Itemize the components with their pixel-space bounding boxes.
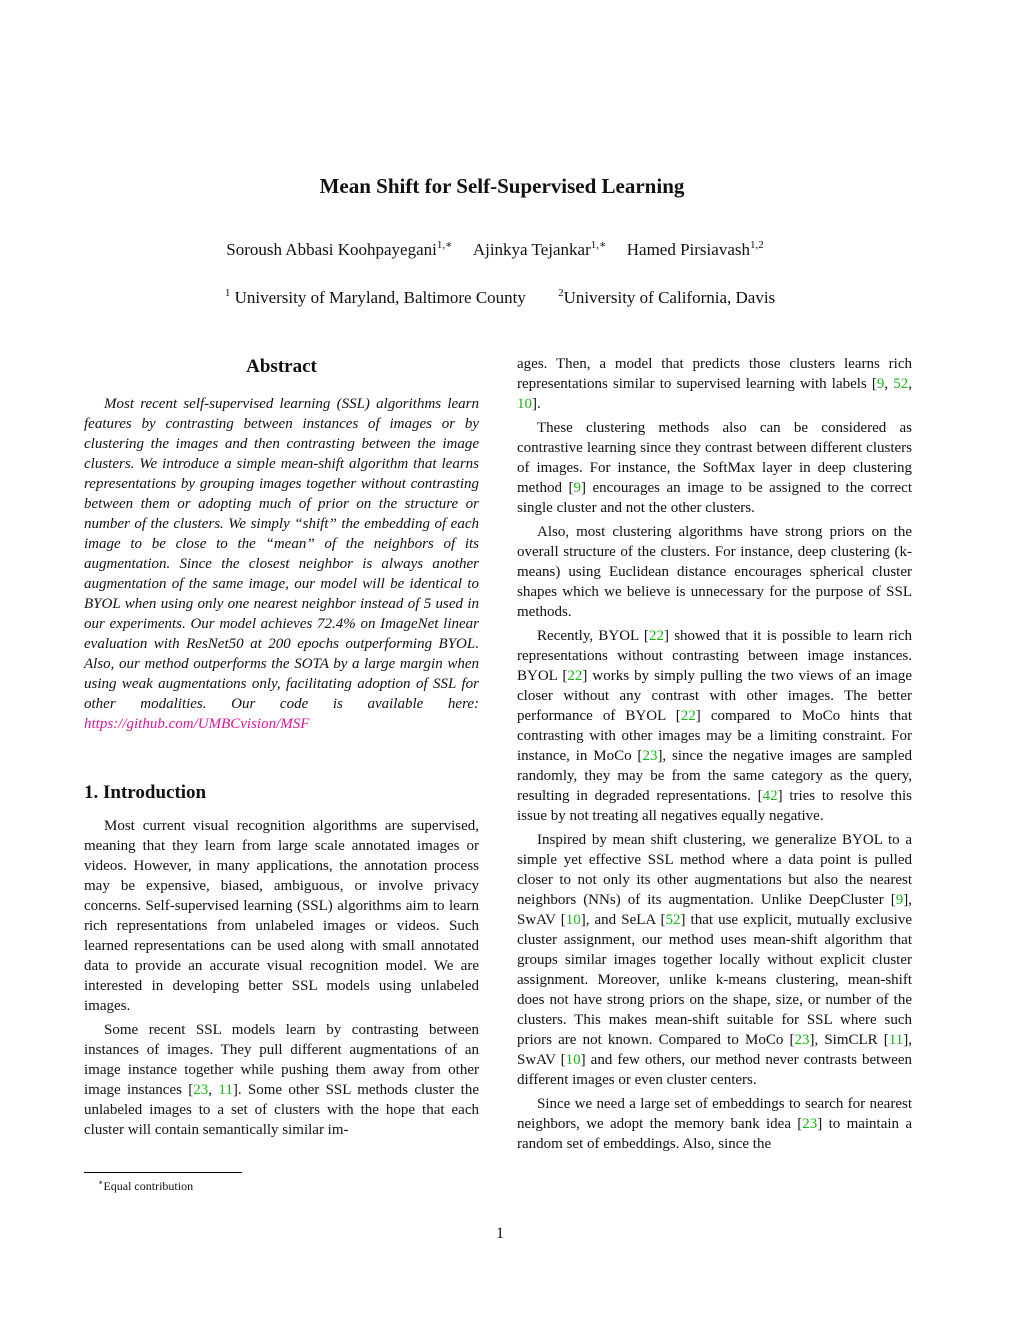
right-paragraph-5: Inspired by mean shift clustering, we generalize BYOL to a simple yet effective SSL method where a data point is pulled closer to not only its other augmentations but also the nearest neighbors (NNs) of its augmentation. Unlike DeepCluster [9], SwAV [10], and SeLA [52] that use explicit, mutually exclusive cluster assignment, our method uses mean-shift algorithm that groups similar images together locally without explicit cluster assignment. Moreover, unlike k-means clustering, mean-shift does not have strong priors on the shape, size, or number of the clusters. This makes mean-shift suitable for SSL where such priors are not known. Compared to MoCo [23], SimCLR [11], SwAV [10] and few others, our method never contrasts between different images or even cluster centers. [517, 832, 913, 1088]
citation-link[interactable]: 11 [888, 1032, 904, 1048]
right-paragraph-2: These clustering methods also can be considered as contrastive learning since they contrast between different clusters of images. For instance, the SoftMax layer in deep clustering method [9] encourages an image to be assigned to the correct single cluster and not the other clusters. [517, 420, 913, 516]
affiliation-2: $^2$University of California, Davis [558, 287, 776, 307]
citation-link[interactable]: 23 [193, 1082, 209, 1098]
citation-link[interactable]: 22 [567, 668, 583, 684]
right-paragraph-3: Also, most clustering algorithms have strong priors on the overall structure of the clusters. For instance, deep clustering (k-means) using Euclidean distance encourages spherical cluster shapes which we believe is unnecessary for the purpose of SSL methods. [517, 524, 912, 620]
citation-link[interactable]: 23 [794, 1032, 810, 1048]
citation-link[interactable]: 52 [665, 912, 681, 928]
author-2: Ajinkya Tejankar$^{1,∗}$ [472, 239, 607, 259]
right-column [517, 354, 912, 1158]
citation-link[interactable]: 42 [762, 788, 778, 804]
abstract-text: Most recent self-supervised learning (SSL) algorithms learn features by contrasting between instances of images or by clustering the images and then contrasting between the image clusters. We introduce a simple mean-shift algorithm that learns representations by grouping images together without contrasting between them or adopting much of prior on the structure or number of the clusters. We simply “shift” the embedding of each image to be close to the “mean” of the neighbors of its augmentation. Since the closest neighbor is always another augmentation of the same image, our model will be identical to BYOL when using only one nearest neighbor instead of 5 used in our experiments. Our model achieves 72.4% on ImageNet linear evaluation with ResNet50 at 200 epochs outperforming BYOL. Also, our method outperforms the SOTA by a large margin when using weak augmentations only, facilitating adoption of SSL for other modalities. Our code is available here: https://github.com/UMBCvision/MSF [84, 396, 479, 732]
citation-link[interactable]: 22 [680, 708, 696, 724]
author-list [0, 240, 990, 260]
citation-link[interactable]: 10 [517, 396, 532, 412]
footnote: ∗Equal contribution [98, 1178, 194, 1193]
intro-paragraph-2: Some recent SSL models learn by contrasting between instances of images. They pull different augmentations of an image instance together while pushing them away from other image instances [23, 11]. Some other SSL methods cluster the unlabeled images to a set of clusters with the hope that each cluster will contain semantically similar im- [84, 1022, 479, 1138]
citation-link[interactable]: 52 [893, 376, 909, 392]
citation-link[interactable]: 9 [876, 376, 885, 392]
abstract-heading: Abstract [246, 356, 317, 377]
affiliation-1: $^1$ University of Maryland, Baltimore County [224, 287, 526, 307]
right-paragraph-1: ages. Then, a model that predicts those clusters learns rich representations similar to supervised learning with labels [9, 52, 10]. [517, 356, 913, 412]
intro-paragraph-1: Most current visual recognition algorithms are supervised, meaning that they learn from large scale annotated images or videos. However, in many applications, the annotation process may be expensive, biased, ambiguous, or involve privacy concerns. Self-supervised learning (SSL) algorithms aim to learn rich representations from unlabeled images or videos. Such learned representations can be used along with small annotated data to provide an accurate visual recognition model. We are interested in developing better SSL models using unlabeled images. [84, 818, 479, 1014]
citation-link[interactable]: 22 [648, 628, 664, 644]
citation-link[interactable]: 23 [642, 748, 658, 764]
citation-link[interactable]: 9 [895, 892, 904, 908]
introduction-heading: 1. Introduction [84, 782, 207, 803]
code-link[interactable]: https://github.com/UMBCvision/MSF [84, 716, 310, 732]
citation-link[interactable]: 23 [802, 1116, 818, 1132]
right-paragraph-4: Recently, BYOL [22] showed that it is possible to learn rich representations without contrasting between image instances. BYOL [22] works by simply pulling the two views of an image closer without any contrast with other images. The better performance of BYOL [22] compared to MoCo hints that contrasting with other images may be a limiting constraint. For instance, in MoCo [23], since the negative images are sampled randomly, they may be from the same category as the query, resulting in degraded representations. [42] tries to resolve this issue by not treating all negatives equally negative. [517, 628, 912, 824]
author-1: Soroush Abbasi Koohpayegani$^{1,∗}$ [226, 239, 453, 259]
author-3: Hamed Pirsiavash$^{1,2}$ [626, 239, 764, 259]
citation-link[interactable]: 10 [565, 1052, 581, 1068]
page-number: 1 [496, 1225, 504, 1242]
citation-link[interactable]: 11 [218, 1082, 233, 1098]
paper-title: Mean Shift for Self-Supervised Learning [319, 174, 685, 198]
citation-link[interactable]: 10 [565, 912, 581, 928]
affiliation-list [0, 288, 1000, 308]
footnote-divider [84, 1172, 242, 1173]
right-paragraph-6: Since we need a large set of embeddings to search for nearest neighbors, we adopt the memory bank idea [23] to maintain a random set of embeddings. Also, since the [517, 1096, 913, 1152]
citation-link[interactable]: 9 [573, 480, 582, 496]
left-column [84, 354, 479, 1144]
